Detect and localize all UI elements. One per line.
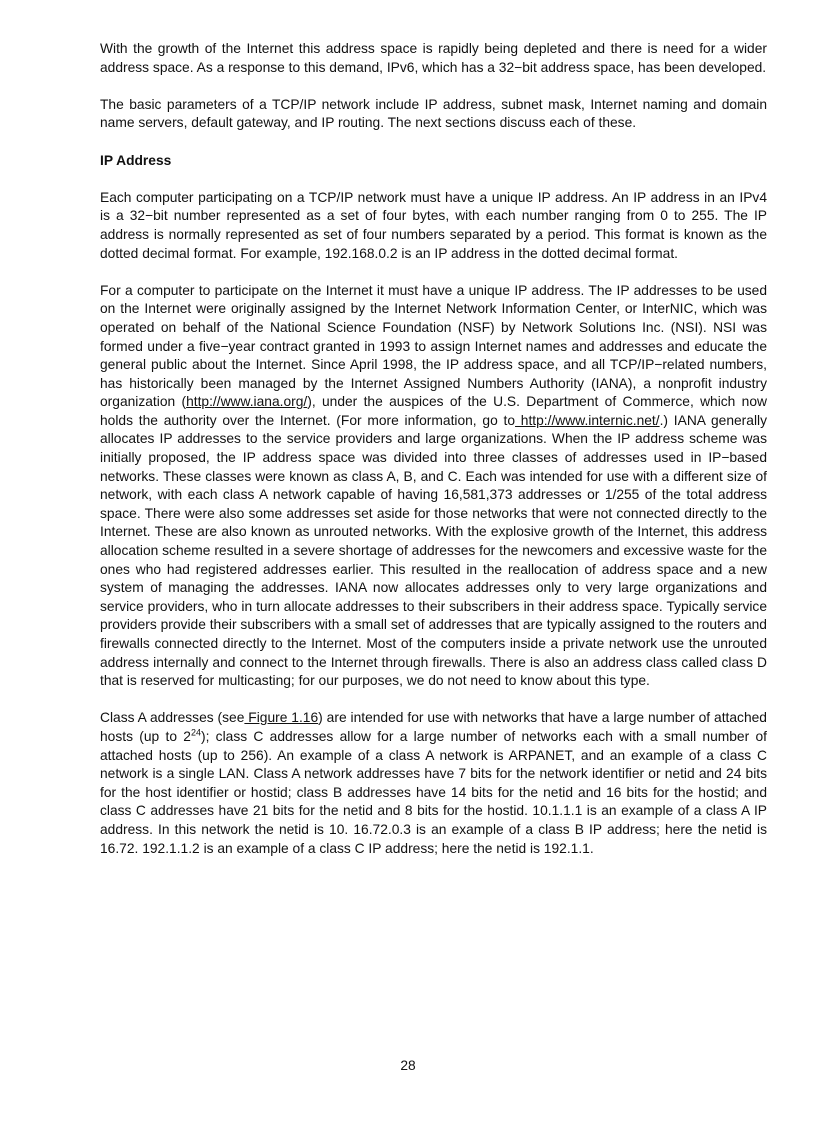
text-span: .) IANA generally allocates IP addresses to the service providers and large organizations. When the IP address scheme was initially proposed, the IP address space was divided into three classes of addresses used in IP−based networks. These classes were known as class A, B, and C. Each was intended for use with a different size of network, with each class A network capable of having 16,581,373 addresses or 1/255 of the total address space. There were also some addresses set aside for those networks that were not connected directly to the Internet. These are also known as unrouted networks. With the explosive growth of the Internet, this address allocation scheme resulted in a severe shortage of addresses for the newcomers and excessive waste for the ones who had registered addresses earlier. This resulted in the reallocation of address space and a new system of managing the addresses. IANA now allocates addresses only to very large organizations and service providers, who in turn allocate addresses to their subscribers in their address space. Typically service providers provide their subscribers with a small set of addresses that are typically assigned to the routers and firewalls connected directly to the Internet. Most of the computers inside a private network use the unrouted address internally and connect to the Internet through firewalls. There is also an address class called class D that is reserved for multicasting; for our purposes, we do not need to know about this type.: [100, 412, 767, 689]
page-body: [100, 40, 767, 877]
text-span: Class A addresses (see: [100, 710, 245, 726]
paragraph-address-classes: [100, 709, 767, 858]
paragraph-ip-address-definition: Each computer participating on a TCP/IP network must have a unique IP address. An IP address in an IPv4 is a 32−bit number represented as a set of four bytes, with each number ranging from 0 to 255. The IP address is normally represented as set of four numbers separated by a period. This format is known as the dotted decimal format. For example, 192.168.0.2 is an IP address in the dotted decimal format.: [100, 189, 767, 261]
page-number: 28: [400, 1058, 416, 1073]
text-span: For a computer to participate on the Internet it must have a unique IP address. The IP addresses to be used on the Internet were originally assigned by the Internet Network Information Center, or InterNIC, which was operated on behalf of the National Science Foundation (NSF) by Network Solutions Inc. (NSI). NSI was formed under a five−year contract granted in 1993 to assign Internet names and addresses and educate the general public about the Internet. Since April 1998, the IP address space, and all TCP/IP−related numbers, has historically been managed by the Internet Assigned Numbers Authority (IANA), a nonprofit industry organization (: [100, 282, 767, 410]
paragraph-tcpip-parameters: The basic parameters of a TCP/IP network include IP address, subnet mask, Internet naming and domain name servers, default gateway, and IP routing. The next sections discuss each of these.: [100, 96, 767, 131]
iana-link[interactable]: http://www.iana.org/: [186, 394, 308, 410]
text-span: ), under the auspices of the U.S. Department of Commerce, which now holds the authority over the Internet. (For more information, go to: [100, 394, 767, 428]
exponent: 24: [190, 727, 201, 738]
section-heading-ip-address: IP Address: [100, 152, 172, 168]
paragraph-internic-iana: [100, 282, 767, 691]
paragraph-ipv6: With the growth of the Internet this address space is rapidly being depleted and there is need for a wider address space. As a response to this demand, IPv6, which has a 32−bit address space, has been developed.: [100, 41, 767, 75]
text-span: ); class C addresses allow for a large number of networks each with a small number of attached hosts (up to 256). An example of a class A network is ARPANET, and an example of a class C network is a single LAN. Class A network addresses have 7 bits for the network identifier or netid and 24 bits for the host identifier or hostid; class B addresses have 14 bits for the netid and 16 bits for the hostid; and class C addresses have 21 bits for the netid and 8 bits for the hostid. 10.1.1.1 is an example of a class A IP address. In this network the netid is 10. 16.72.0.3 is an example of a class B IP address; here the netid is 16.72. 192.1.1.2 is an example of a class C IP address; here the netid is 192.1.1.: [100, 728, 767, 856]
figure-link[interactable]: Figure 1.16: [244, 710, 319, 726]
internic-link[interactable]: http://www.internic.net/: [515, 412, 660, 428]
text-span: ) are intended for use with networks that have a large number of attached hosts (up to 2: [100, 710, 767, 744]
